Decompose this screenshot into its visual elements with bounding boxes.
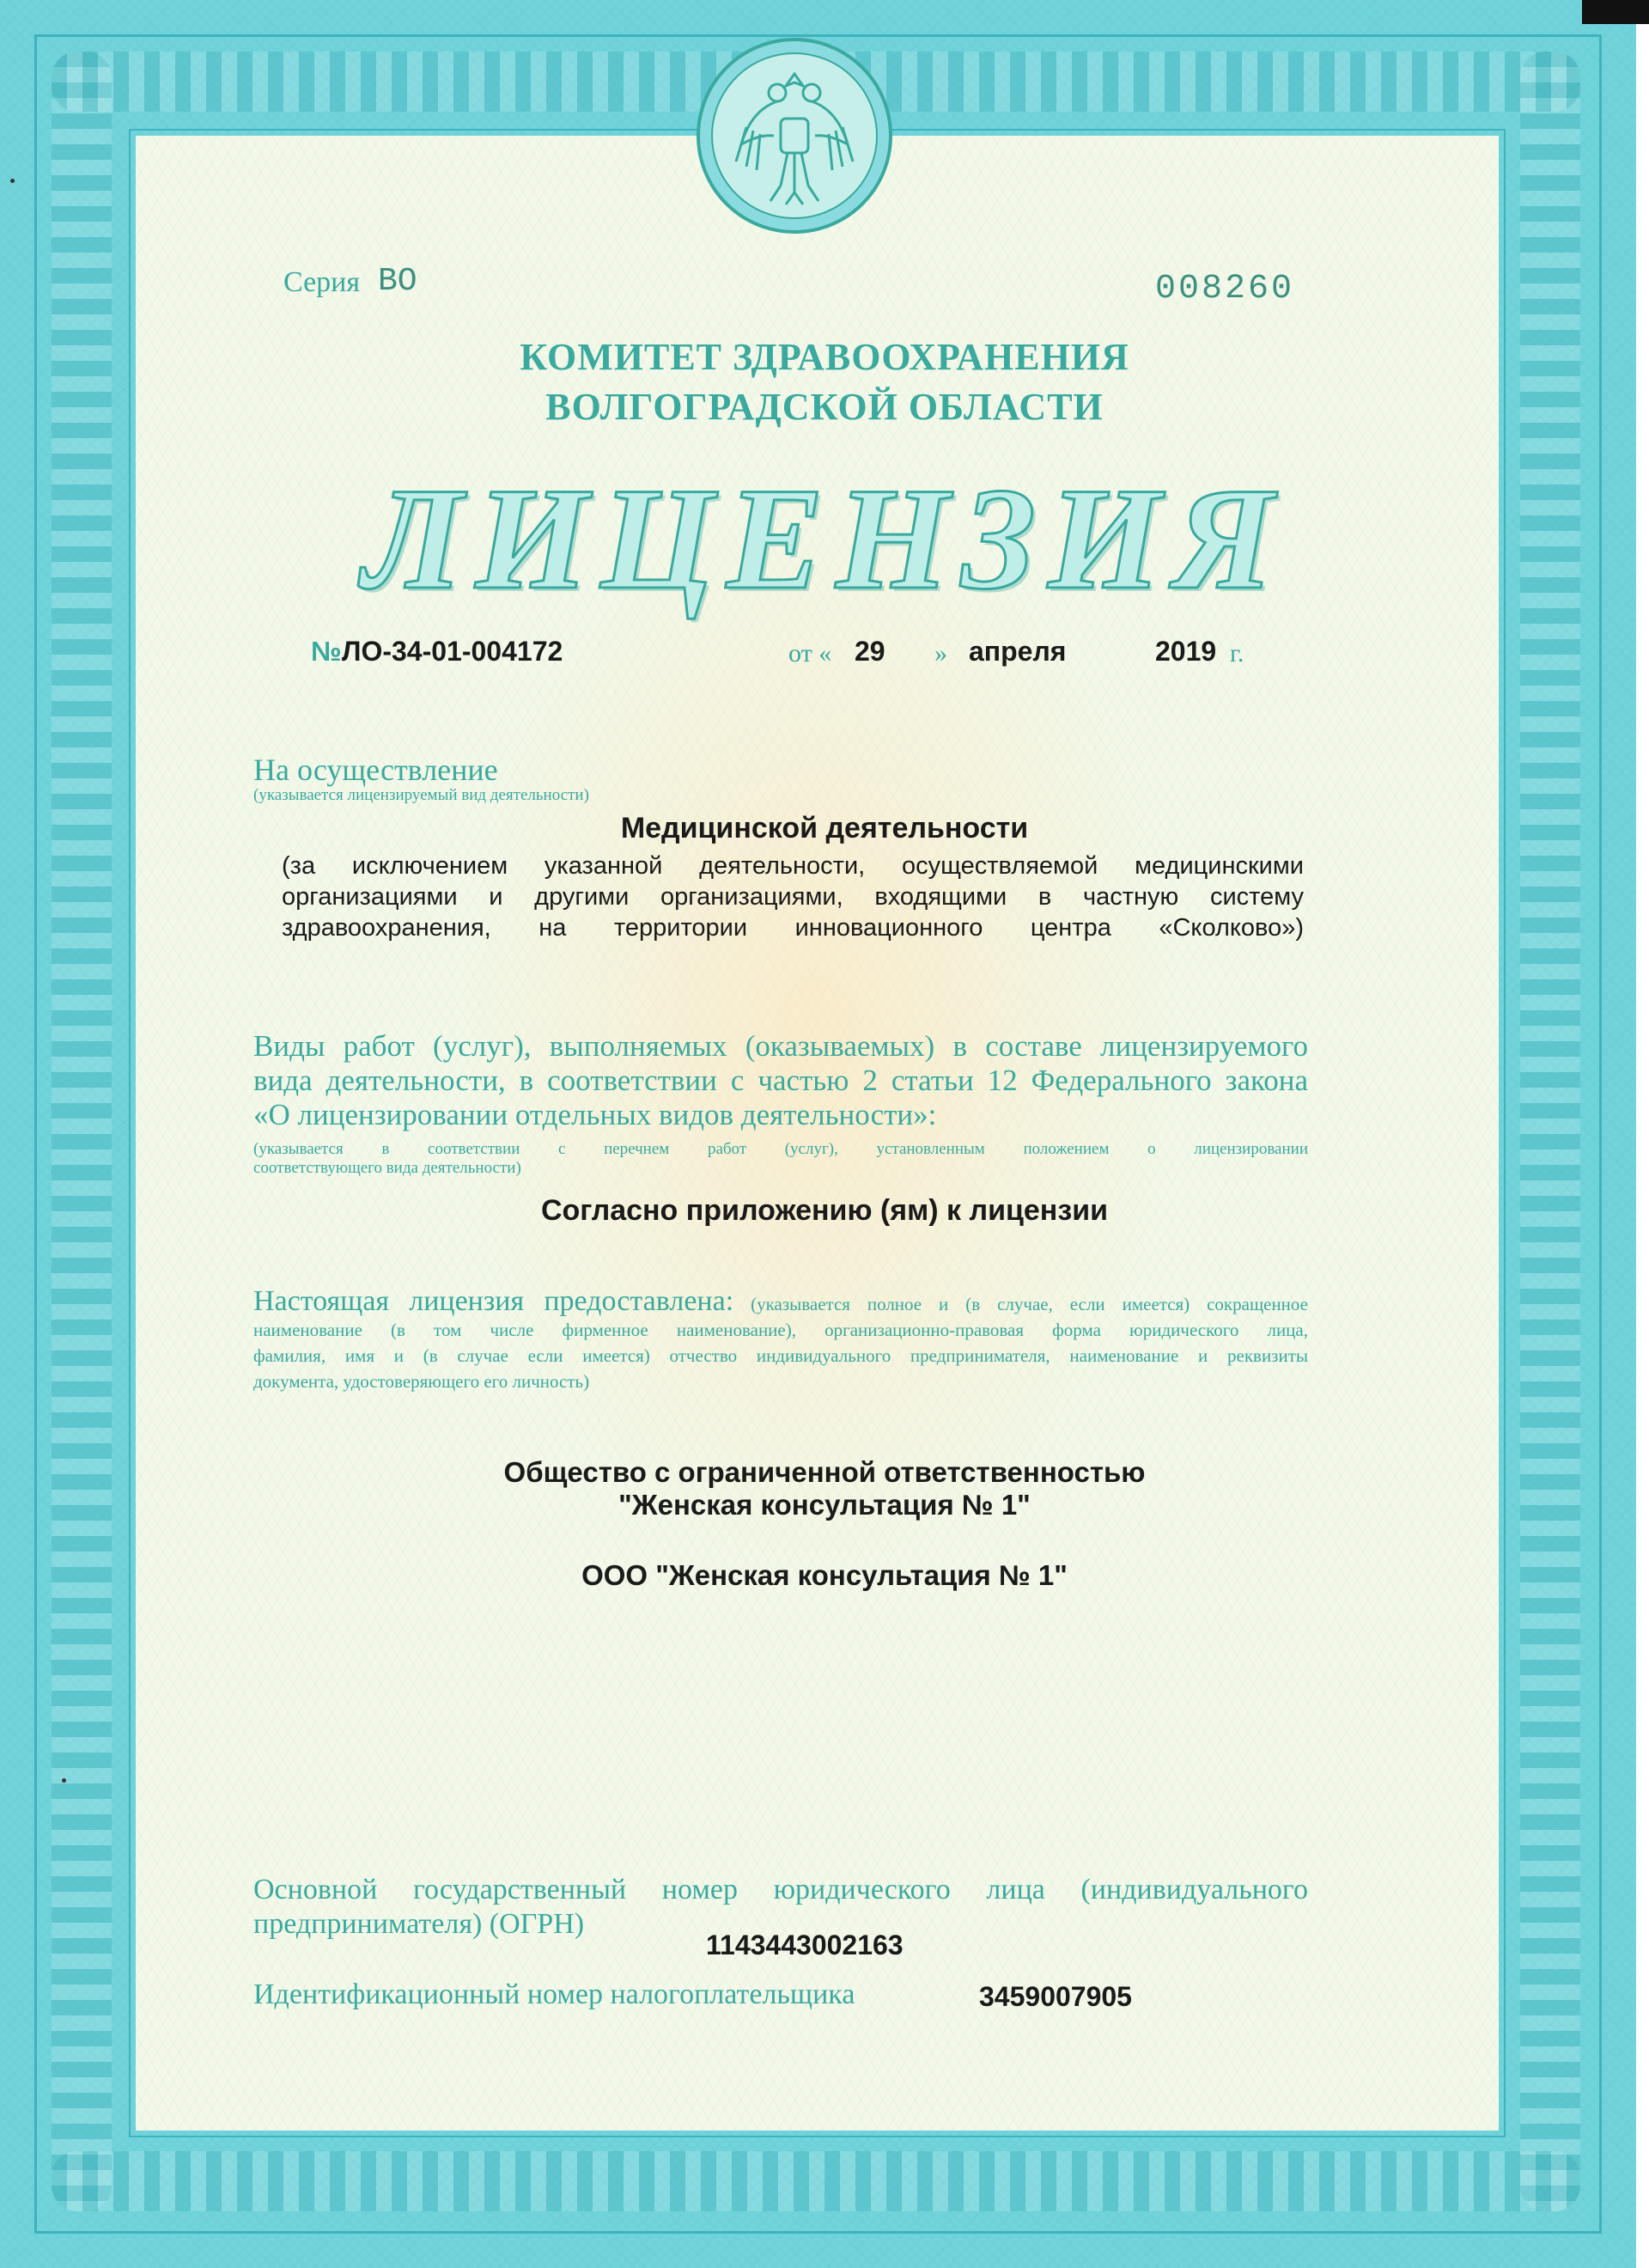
date-year-suffix: г. [1230, 639, 1244, 668]
grantee-label: Настоящая лицензия предоставлена: [253, 1285, 734, 1317]
issuer-line-2: ВОЛГОГРАДСКОЙ ОБЛАСТИ [545, 386, 1104, 428]
works-hint-line: (указывается в соответствии с перечнем работ (услуг), установленным положением о лицензировании [253, 1140, 1308, 1158]
org-short-name: ООО "Женская консультация № 1" [581, 1559, 1068, 1591]
date-year: 2019 [1155, 636, 1217, 667]
series-label: Серия [283, 266, 361, 298]
scan-dust-dot [62, 1778, 66, 1783]
coat-of-arms-emblem [691, 33, 898, 239]
inn-label: Идентификационный номер налогоплательщика [253, 1978, 855, 2010]
issuer-line-1: КОМИТЕТ ЗДРАВООХРАНЕНИЯ [520, 336, 1129, 378]
ogrn-label-line: предпринимателя) (ОГРН) [253, 1908, 585, 1940]
date-day: 29 [855, 636, 885, 667]
org-full-name-line-2: "Женская консультация № 1" [618, 1489, 1031, 1521]
date-from-label: от « [788, 639, 832, 668]
form-number: 008260 [1155, 270, 1295, 308]
grantee-hint-line: наименование (в том числе фирменное наименование), организационно-правовая форма юридического лица, [253, 1320, 1308, 1340]
grantee-hint-line: документа, удостоверяющего его личность) [253, 1371, 590, 1392]
date-month: апреля [969, 636, 1067, 667]
document-field [136, 136, 1499, 2131]
grantee-label-block [253, 1285, 1308, 1394]
grantee-label-line [253, 1285, 1308, 1317]
ogrn-label-line: Основной государственный номер юридического лица (индивидуального [253, 1874, 1308, 1905]
activity-label: На осуществление [253, 753, 498, 787]
guilloche-border-left [52, 52, 112, 2211]
ogrn-value: 1143443002163 [706, 1930, 904, 1960]
license-number: ЛО-34-01-004172 [342, 636, 563, 667]
activity-note-line: организациями и другими организациями, входящими в частную систему [282, 883, 1304, 911]
inn-value: 3459007905 [979, 1981, 1132, 2012]
works-value: Согласно приложению (ям) к лицензии [540, 1194, 1109, 1227]
activity-value: Медицинской деятельности [620, 812, 1029, 844]
series-value: ВО [378, 263, 417, 300]
activity-note [282, 850, 1304, 943]
scan-dust-dot [10, 179, 15, 183]
works-hint-line: соответствующего вида деятельности) [253, 1159, 521, 1177]
scan-edge-mark [1582, 0, 1649, 24]
document-title: ЛИЦЕНЗИЯ [362, 458, 1287, 619]
works-label-line: «О лицензировании отдельных видов деятельности»: [253, 1098, 937, 1131]
org-full-name-line-1: Общество с ограниченной ответственностью [503, 1456, 1146, 1488]
activity-note-line: (за исключением указанной деятельности, осуществляемой медицинскими [282, 852, 1304, 880]
activity-hint: (указывается лицензируемый вид деятельности) [253, 786, 589, 804]
license-number-prefix: № [311, 636, 342, 667]
date-quote-close: » [934, 639, 947, 668]
grantee-hint-first: (указывается полное и (в случае, если имеется) сокращенное [751, 1294, 1308, 1314]
activity-note-line: здравоохранения, на территории инновационного центра «Сколково») [282, 914, 1304, 942]
works-label-line: вида деятельности, в соответствии с частью 2 статьи 12 Федерального закона [253, 1064, 1308, 1097]
guilloche-border-bottom [52, 2151, 1580, 2211]
works-hint [253, 1140, 1308, 1178]
works-label [253, 1029, 1308, 1132]
grantee-hint-line: фамилия, имя и (в случае если имеется) отчество индивидуального предпринимателя, наименование и реквизиты [253, 1345, 1308, 1366]
guilloche-border-right [1520, 52, 1580, 2211]
works-label-line: Виды работ (услуг), выполняемых (оказываемых) в составе лицензируемого [253, 1029, 1308, 1063]
